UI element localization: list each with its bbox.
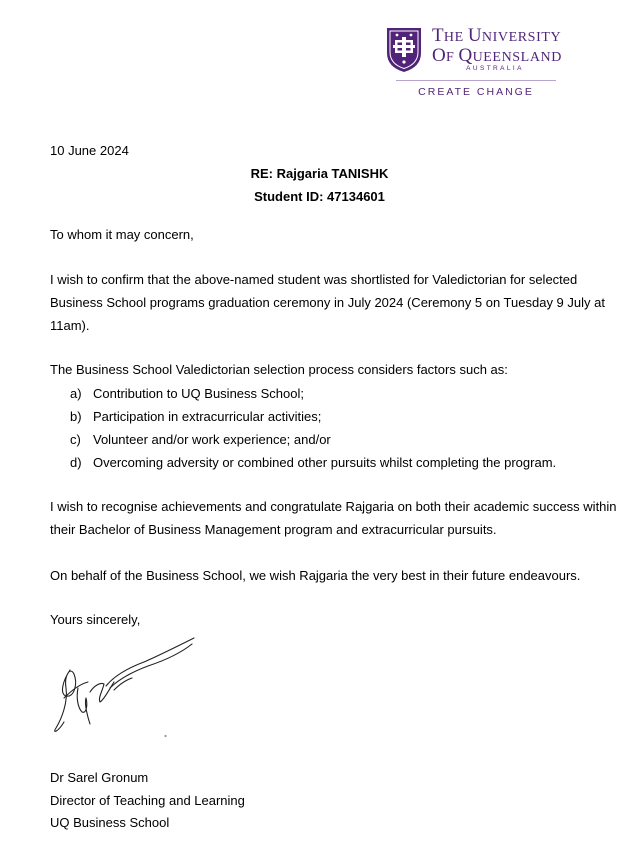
salutation: To whom it may concern, [50,227,194,242]
signer-name: Dr Sarel Gronum [50,770,149,785]
paragraph-congratulations: I wish to recognise achievements and congratulate Rajgaria on both their academic success within their Bachelor of Business Management program and extracurricular pursuits. [50,499,617,537]
uq-crest-icon [386,27,422,73]
student-id-line: Student ID: 47134601 [254,189,385,204]
uq-logo [386,27,566,107]
list-item: b) Participation in extracurricular activities; [70,409,322,424]
factors-list [70,382,556,474]
paragraph-best-wishes: On behalf of the Business School, we wish Rajgaria the very best in their future endeavours. [50,568,581,583]
tagline: CREATE CHANGE [418,86,534,98]
list-item: c) Volunteer and/or work experience; and/or [70,432,331,447]
paragraph-selection-intro: The Business School Valedictorian selection process considers factors such as: [50,362,508,377]
list-item: a) Contribution to UQ Business School; [70,386,304,401]
letter-date: 10 June 2024 [50,143,129,158]
signer-title: Director of Teaching and Learning [50,793,245,808]
closing: Yours sincerely, [50,612,141,627]
paragraph-confirmation: I wish to confirm that the above-named student was shortlisted for Valedictorian for selected Business School programs graduation ceremony in July 2024 (Ceremony 5 on Tuesday 9 July at 11am). [50,272,605,333]
country-label: AUSTRALIA [466,65,524,72]
signature-image [48,632,198,742]
logo-divider [396,80,556,81]
signer-organisation: UQ Business School [50,815,170,830]
university-name: THE UNIVERSITY OF QUEENSLAND [432,25,562,66]
re-line: RE: Rajgaria TANISHK [250,166,389,181]
list-item: d) Overcoming adversity or combined other pursuits whilst completing the program. [70,455,557,470]
